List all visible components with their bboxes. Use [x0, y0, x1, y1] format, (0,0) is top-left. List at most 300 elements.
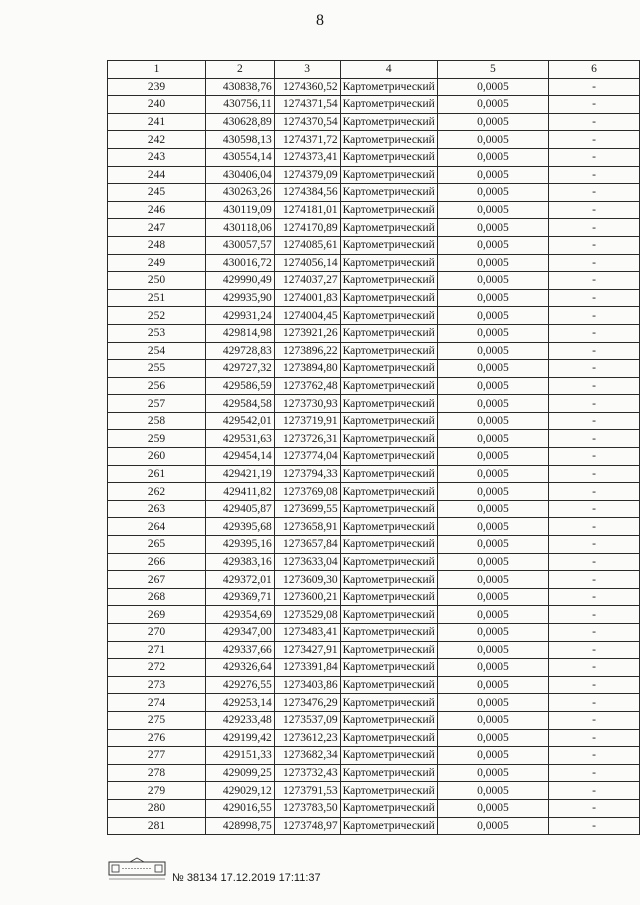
table-cell: 429990,49: [206, 272, 275, 290]
table-cell: 0,0005: [437, 606, 548, 624]
table-row: [108, 78, 640, 96]
table-cell: 0,0005: [437, 500, 548, 518]
table-cell: 260: [108, 448, 206, 466]
table-cell: Картометрический: [340, 236, 437, 254]
coordinates-table: [107, 60, 640, 835]
table-row: [108, 148, 640, 166]
table-cell: 1274085,61: [274, 236, 340, 254]
seal-stamp: [108, 857, 166, 888]
table-row: [108, 641, 640, 659]
table-cell: 429542,01: [206, 412, 275, 430]
table-cell: 1273774,04: [274, 448, 340, 466]
table-cell: Картометрический: [340, 500, 437, 518]
table-cell: 429151,33: [206, 747, 275, 765]
column-header: 1: [108, 61, 206, 79]
table-cell: 240: [108, 96, 206, 114]
table-cell: 0,0005: [437, 395, 548, 413]
table-cell: Картометрический: [340, 606, 437, 624]
table-cell: 429369,71: [206, 588, 275, 606]
page-number: 8: [316, 12, 324, 29]
table-cell: 278: [108, 764, 206, 782]
table-cell: Картометрический: [340, 201, 437, 219]
table-row: [108, 676, 640, 694]
table-cell: 275: [108, 711, 206, 729]
table-cell: 1274371,72: [274, 131, 340, 149]
column-header: 5: [437, 61, 548, 79]
column-header: 4: [340, 61, 437, 79]
table-cell: Картометрический: [340, 817, 437, 835]
table-cell: 254: [108, 342, 206, 360]
table-row: [108, 272, 640, 290]
table-cell: 0,0005: [437, 553, 548, 571]
table-cell: -: [548, 201, 639, 219]
table-cell: Картометрический: [340, 307, 437, 325]
table-cell: Картометрический: [340, 377, 437, 395]
table-cell: 0,0005: [437, 412, 548, 430]
table-cell: -: [548, 78, 639, 96]
table-cell: 1273896,22: [274, 342, 340, 360]
table-cell: 0,0005: [437, 113, 548, 131]
table-cell: -: [548, 254, 639, 272]
table-cell: 0,0005: [437, 254, 548, 272]
table-cell: 428998,75: [206, 817, 275, 835]
table-row: [108, 659, 640, 677]
table-cell: 0,0005: [437, 430, 548, 448]
table-cell: -: [548, 360, 639, 378]
stamp-icon: [108, 857, 166, 883]
table-cell: 430756,11: [206, 96, 275, 114]
table-cell: 1274001,83: [274, 289, 340, 307]
table-cell: Картометрический: [340, 113, 437, 131]
table-cell: 429354,69: [206, 606, 275, 624]
table-row: [108, 342, 640, 360]
table-row: [108, 395, 640, 413]
table-cell: Картометрический: [340, 694, 437, 712]
table-cell: 0,0005: [437, 659, 548, 677]
table-cell: -: [548, 289, 639, 307]
table-cell: -: [548, 377, 639, 395]
column-header: 6: [548, 61, 639, 79]
table-cell: 0,0005: [437, 694, 548, 712]
table-row: [108, 324, 640, 342]
table-cell: -: [548, 676, 639, 694]
table-cell: 0,0005: [437, 536, 548, 554]
table-cell: -: [548, 553, 639, 571]
table-header-row: [108, 61, 640, 79]
table-cell: 271: [108, 641, 206, 659]
table-cell: 0,0005: [437, 465, 548, 483]
table-cell: 268: [108, 588, 206, 606]
table-row: [108, 448, 640, 466]
table-cell: 1273427,91: [274, 641, 340, 659]
table-cell: 276: [108, 729, 206, 747]
table-cell: Картометрический: [340, 360, 437, 378]
table-cell: 429099,25: [206, 764, 275, 782]
table-cell: Картометрический: [340, 254, 437, 272]
table-cell: 1273699,55: [274, 500, 340, 518]
table-row: [108, 483, 640, 501]
table-cell: -: [548, 518, 639, 536]
table-cell: 430406,04: [206, 166, 275, 184]
table-cell: -: [548, 236, 639, 254]
table-cell: 0,0005: [437, 782, 548, 800]
table-cell: 255: [108, 360, 206, 378]
table-cell: -: [548, 448, 639, 466]
table-cell: 277: [108, 747, 206, 765]
table-cell: 1273682,34: [274, 747, 340, 765]
table-cell: Картометрический: [340, 553, 437, 571]
table-cell: Картометрический: [340, 782, 437, 800]
table-cell: Картометрический: [340, 799, 437, 817]
table-cell: 279: [108, 782, 206, 800]
table-cell: 429395,68: [206, 518, 275, 536]
table-row: [108, 166, 640, 184]
table-cell: 429372,01: [206, 571, 275, 589]
table-row: [108, 465, 640, 483]
table-cell: 0,0005: [437, 236, 548, 254]
table-cell: 1273391,84: [274, 659, 340, 677]
table-cell: 1273783,50: [274, 799, 340, 817]
table-cell: 1273791,53: [274, 782, 340, 800]
table-cell: 0,0005: [437, 272, 548, 290]
table-row: [108, 113, 640, 131]
table-cell: 280: [108, 799, 206, 817]
table-cell: -: [548, 342, 639, 360]
registration-number: № 38134 17.12.2019 17:11:37: [172, 872, 321, 884]
table-cell: Картометрический: [340, 395, 437, 413]
table-row: [108, 289, 640, 307]
table-row: [108, 254, 640, 272]
table-row: [108, 747, 640, 765]
table-cell: -: [548, 219, 639, 237]
table-cell: 429276,55: [206, 676, 275, 694]
table-cell: -: [548, 536, 639, 554]
table-cell: 1273921,26: [274, 324, 340, 342]
table-cell: 274: [108, 694, 206, 712]
table-cell: 1274384,56: [274, 184, 340, 202]
table-cell: 0,0005: [437, 184, 548, 202]
table-cell: Картометрический: [340, 148, 437, 166]
table-row: [108, 606, 640, 624]
table-row: [108, 307, 640, 325]
table-cell: 0,0005: [437, 518, 548, 536]
table-cell: 1274360,52: [274, 78, 340, 96]
table-row: [108, 201, 640, 219]
table-cell: Картометрический: [340, 518, 437, 536]
table-cell: 430118,06: [206, 219, 275, 237]
table-cell: 270: [108, 624, 206, 642]
table-cell: Картометрический: [340, 184, 437, 202]
table-row: [108, 377, 640, 395]
table-cell: 1273609,30: [274, 571, 340, 589]
table-cell: Картометрический: [340, 641, 437, 659]
table-cell: Картометрический: [340, 430, 437, 448]
table-cell: 0,0005: [437, 201, 548, 219]
table-cell: Картометрический: [340, 588, 437, 606]
table-cell: 1274004,45: [274, 307, 340, 325]
table-cell: -: [548, 641, 639, 659]
table-cell: 264: [108, 518, 206, 536]
table-cell: 251: [108, 289, 206, 307]
table-cell: 1274370,54: [274, 113, 340, 131]
table-cell: 246: [108, 201, 206, 219]
table-row: [108, 729, 640, 747]
table-cell: 1273732,43: [274, 764, 340, 782]
table-cell: Картометрический: [340, 166, 437, 184]
table-cell: -: [548, 272, 639, 290]
table-cell: 430628,89: [206, 113, 275, 131]
table-cell: 430263,26: [206, 184, 275, 202]
table-cell: Картометрический: [340, 465, 437, 483]
table-cell: 1274037,27: [274, 272, 340, 290]
table-cell: 429727,32: [206, 360, 275, 378]
table-cell: 247: [108, 219, 206, 237]
table-cell: 429347,00: [206, 624, 275, 642]
table-cell: 0,0005: [437, 729, 548, 747]
table-cell: -: [548, 184, 639, 202]
table-cell: -: [548, 430, 639, 448]
table-cell: 1273537,09: [274, 711, 340, 729]
table-cell: 0,0005: [437, 588, 548, 606]
table-cell: 1273762,48: [274, 377, 340, 395]
table-cell: -: [548, 96, 639, 114]
table-cell: 429029,12: [206, 782, 275, 800]
table-cell: 252: [108, 307, 206, 325]
table-cell: -: [548, 166, 639, 184]
table-cell: 430119,09: [206, 201, 275, 219]
table-cell: Картометрический: [340, 448, 437, 466]
table-cell: Картометрический: [340, 342, 437, 360]
column-header: 2: [206, 61, 275, 79]
table-cell: 429405,87: [206, 500, 275, 518]
table-cell: 248: [108, 236, 206, 254]
table-cell: 429395,16: [206, 536, 275, 554]
table-cell: 243: [108, 148, 206, 166]
table-body: [108, 78, 640, 835]
table-cell: Картометрический: [340, 659, 437, 677]
table-cell: 257: [108, 395, 206, 413]
table-cell: 1273600,21: [274, 588, 340, 606]
table-cell: 1273529,08: [274, 606, 340, 624]
table-cell: 0,0005: [437, 747, 548, 765]
table-cell: 262: [108, 483, 206, 501]
table-cell: Картометрический: [340, 289, 437, 307]
table-row: [108, 184, 640, 202]
table-cell: 429337,66: [206, 641, 275, 659]
table-cell: 1273894,80: [274, 360, 340, 378]
table-cell: 241: [108, 113, 206, 131]
table-cell: 1273769,08: [274, 483, 340, 501]
table-cell: 429199,42: [206, 729, 275, 747]
table-cell: 1273719,91: [274, 412, 340, 430]
table-cell: 429233,48: [206, 711, 275, 729]
table-cell: 239: [108, 78, 206, 96]
table-cell: 0,0005: [437, 148, 548, 166]
table-cell: -: [548, 694, 639, 712]
table-cell: 429383,16: [206, 553, 275, 571]
table-cell: 1273748,97: [274, 817, 340, 835]
table-row: [108, 500, 640, 518]
table-cell: 0,0005: [437, 78, 548, 96]
table-cell: -: [548, 412, 639, 430]
table-cell: -: [548, 764, 639, 782]
table-cell: -: [548, 782, 639, 800]
table-cell: -: [548, 131, 639, 149]
table-row: [108, 782, 640, 800]
table-cell: 1273403,86: [274, 676, 340, 694]
table-cell: 256: [108, 377, 206, 395]
table-cell: 0,0005: [437, 166, 548, 184]
table-row: [108, 588, 640, 606]
table-cell: 0,0005: [437, 131, 548, 149]
table-cell: Картометрический: [340, 219, 437, 237]
table-cell: 429411,82: [206, 483, 275, 501]
table-cell: 429584,58: [206, 395, 275, 413]
table-cell: -: [548, 606, 639, 624]
table-row: [108, 536, 640, 554]
table-cell: -: [548, 113, 639, 131]
table-cell: 1274170,89: [274, 219, 340, 237]
table-row: [108, 236, 640, 254]
table-cell: -: [548, 483, 639, 501]
table-cell: 1274373,41: [274, 148, 340, 166]
table-cell: 0,0005: [437, 448, 548, 466]
table-cell: 430057,57: [206, 236, 275, 254]
table-cell: 1273730,93: [274, 395, 340, 413]
table-cell: Картометрический: [340, 96, 437, 114]
table-row: [108, 360, 640, 378]
table-row: [108, 219, 640, 237]
table-cell: -: [548, 729, 639, 747]
table-cell: 0,0005: [437, 219, 548, 237]
table-cell: 1274371,54: [274, 96, 340, 114]
table-cell: -: [548, 324, 639, 342]
table-cell: Картометрический: [340, 729, 437, 747]
table-cell: -: [548, 799, 639, 817]
table-cell: 259: [108, 430, 206, 448]
table-cell: 429935,90: [206, 289, 275, 307]
table-cell: -: [548, 659, 639, 677]
table-cell: 0,0005: [437, 676, 548, 694]
table-cell: Картометрический: [340, 676, 437, 694]
table-cell: 250: [108, 272, 206, 290]
table-cell: 0,0005: [437, 817, 548, 835]
table-cell: 1273658,91: [274, 518, 340, 536]
table-cell: 0,0005: [437, 799, 548, 817]
table-cell: Картометрический: [340, 483, 437, 501]
table-cell: 273: [108, 676, 206, 694]
table-cell: 429326,64: [206, 659, 275, 677]
table-cell: 269: [108, 606, 206, 624]
table-cell: 244: [108, 166, 206, 184]
table-cell: 0,0005: [437, 324, 548, 342]
table-cell: 429728,83: [206, 342, 275, 360]
table-cell: 0,0005: [437, 624, 548, 642]
table-cell: 0,0005: [437, 360, 548, 378]
table-cell: 429016,55: [206, 799, 275, 817]
table-cell: 429814,98: [206, 324, 275, 342]
table-cell: Картометрический: [340, 624, 437, 642]
table-row: [108, 131, 640, 149]
table-cell: Картометрический: [340, 571, 437, 589]
table-row: [108, 711, 640, 729]
table-cell: Картометрический: [340, 536, 437, 554]
table-cell: 430598,13: [206, 131, 275, 149]
table-row: [108, 430, 640, 448]
table-cell: -: [548, 465, 639, 483]
table-cell: 267: [108, 571, 206, 589]
table-cell: 281: [108, 817, 206, 835]
table-row: [108, 96, 640, 114]
table-cell: 1273483,41: [274, 624, 340, 642]
table-cell: 0,0005: [437, 571, 548, 589]
table-row: [108, 624, 640, 642]
table-row: [108, 817, 640, 835]
table-cell: 429931,24: [206, 307, 275, 325]
table-cell: 1273657,84: [274, 536, 340, 554]
table-cell: 1273633,04: [274, 553, 340, 571]
table-cell: 258: [108, 412, 206, 430]
column-header: 3: [274, 61, 340, 79]
table-cell: Картометрический: [340, 272, 437, 290]
table-cell: 429531,63: [206, 430, 275, 448]
table-cell: -: [548, 500, 639, 518]
table-cell: 0,0005: [437, 764, 548, 782]
table-row: [108, 764, 640, 782]
table-cell: 265: [108, 536, 206, 554]
table-cell: 245: [108, 184, 206, 202]
table-cell: 263: [108, 500, 206, 518]
table-row: [108, 571, 640, 589]
table-cell: Картометрический: [340, 324, 437, 342]
table-cell: -: [548, 571, 639, 589]
table-cell: -: [548, 307, 639, 325]
table-cell: Картометрический: [340, 711, 437, 729]
table-cell: 430838,76: [206, 78, 275, 96]
table-cell: 429454,14: [206, 448, 275, 466]
table-cell: 429421,19: [206, 465, 275, 483]
table-cell: 0,0005: [437, 307, 548, 325]
table-row: [108, 799, 640, 817]
table-cell: 0,0005: [437, 377, 548, 395]
table-cell: Картометрический: [340, 747, 437, 765]
table-cell: Картометрический: [340, 131, 437, 149]
table-cell: Картометрический: [340, 78, 437, 96]
table-cell: 1273612,23: [274, 729, 340, 747]
table-row: [108, 553, 640, 571]
table-cell: -: [548, 588, 639, 606]
table-cell: 0,0005: [437, 641, 548, 659]
table-cell: -: [548, 624, 639, 642]
table-cell: -: [548, 747, 639, 765]
table-cell: 272: [108, 659, 206, 677]
table-cell: 0,0005: [437, 711, 548, 729]
table-cell: 1273726,31: [274, 430, 340, 448]
table-cell: 261: [108, 465, 206, 483]
table-cell: 249: [108, 254, 206, 272]
table-cell: -: [548, 817, 639, 835]
table-cell: 253: [108, 324, 206, 342]
table-cell: 429586,59: [206, 377, 275, 395]
table-cell: 429253,14: [206, 694, 275, 712]
table-cell: Картометрический: [340, 764, 437, 782]
table-cell: -: [548, 395, 639, 413]
table-cell: 1274181,01: [274, 201, 340, 219]
table-cell: 266: [108, 553, 206, 571]
table-cell: 0,0005: [437, 483, 548, 501]
table-cell: 1273476,29: [274, 694, 340, 712]
table-cell: 1273794,33: [274, 465, 340, 483]
